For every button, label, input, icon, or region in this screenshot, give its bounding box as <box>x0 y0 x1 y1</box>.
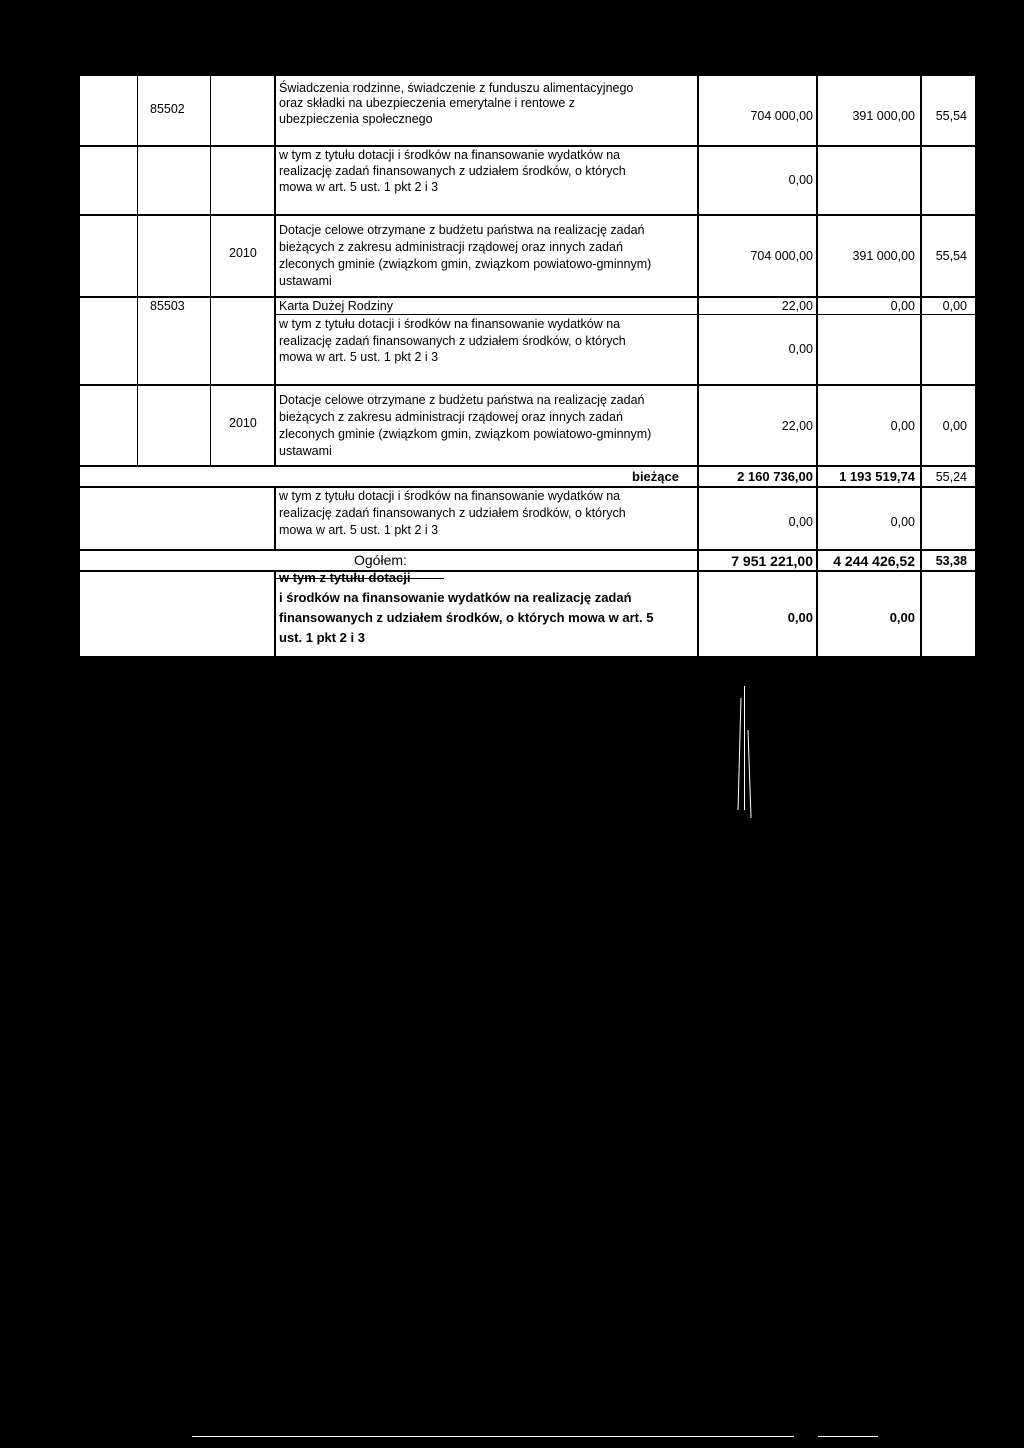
row-divider <box>78 296 977 298</box>
row-desc-line: mowa w art. 5 ust. 1 pkt 2 i 3 <box>279 350 439 364</box>
executed-value: 391 000,00 <box>852 249 915 263</box>
scan-artifact-stroke <box>738 698 742 810</box>
dzial-code: 85502 <box>150 102 185 116</box>
plan-grand-total: 7 951 221,00 <box>731 553 813 569</box>
row-desc-line: mowa w art. 5 ust. 1 pkt 2 i 3 <box>279 180 439 194</box>
plan-value: 0,00 <box>787 610 813 625</box>
plan-value: 704 000,00 <box>750 249 813 263</box>
executed-value: 0,00 <box>890 515 915 529</box>
scan-artifact-line <box>192 1436 794 1437</box>
row-divider <box>78 214 977 216</box>
scan-artifact-stroke <box>747 730 751 818</box>
table-border-bottom <box>78 656 977 658</box>
row-divider <box>78 570 977 572</box>
plan-value: 0,00 <box>788 342 813 356</box>
table-border-top <box>78 74 977 76</box>
row-desc-line: Karta Dużej Rodziny <box>279 299 393 313</box>
plan-value: 704 000,00 <box>750 109 813 123</box>
plan-value: 22,00 <box>781 299 813 313</box>
row-divider <box>78 549 977 551</box>
row-divider <box>78 486 977 488</box>
executed-value: 0,00 <box>890 419 915 433</box>
executed-value: 391 000,00 <box>852 109 915 123</box>
row-divider <box>78 465 977 467</box>
row-desc-line: bieżących z zakresu administracji rządowej oraz innych zadań <box>279 240 623 254</box>
row-desc-line: bieżących z zakresu administracji rządowej oraz innych zadań <box>279 410 623 424</box>
row-desc-line: finansowanych z udziałem środków, o których mowa w art. 5 <box>279 610 654 625</box>
row-desc-line: Dotacje celowe otrzymane z budżetu państwa na realizację zadań <box>279 223 645 237</box>
plan-total-current: 2 160 736,00 <box>737 469 813 484</box>
percent-value: 0,00 <box>942 419 967 433</box>
scan-artifact-line <box>818 1436 878 1437</box>
paragraf-code: 2010 <box>229 246 257 260</box>
row-desc-line: Dotacje celowe otrzymane z budżetu państwa na realizację zadań <box>279 393 645 407</box>
plan-value: 0,00 <box>788 173 813 187</box>
row-desc-line: zleconych gminie (związkom gmin, związkom powiatowo-gminnym) <box>279 427 652 441</box>
row-desc-line: ubezpieczenia społecznego <box>279 112 433 126</box>
col-divider-plan <box>697 74 699 658</box>
percent-value: 55,54 <box>935 109 967 123</box>
dzial-code: 85503 <box>150 299 185 313</box>
row-desc-line: w tym z tytułu dotacji i środków na finansowanie wydatków na <box>279 489 621 503</box>
col-divider-desc-lower <box>274 486 276 550</box>
row-desc-line: ustawami <box>279 444 332 458</box>
row-desc-line: zleconych gminie (związkom gmin, związkom powiatowo-gminnym) <box>279 257 652 271</box>
executed-grand-total: 4 244 426,52 <box>833 553 915 569</box>
scan-artifact-stroke <box>744 686 745 810</box>
col-divider-dzial <box>137 74 138 466</box>
row-divider <box>78 384 977 386</box>
row-desc-line: realizację zadań finansowanych z udziałem środków, o których <box>279 506 626 520</box>
row-divider <box>78 145 977 147</box>
col-divider-desc-bottom <box>274 570 276 658</box>
grand-total-label: Ogółem: <box>354 552 407 568</box>
col-divider-desc <box>274 74 276 466</box>
percent-grand-total: 53,38 <box>935 554 967 568</box>
row-desc-line: w tym z tytułu dotacji <box>279 570 411 585</box>
row-desc-line: w tym z tytułu dotacji i środków na finansowanie wydatków na <box>279 148 621 162</box>
executed-value: 0,00 <box>889 610 915 625</box>
plan-value: 22,00 <box>781 419 813 433</box>
row-desc-line: oraz składki na ubezpieczenia emerytalne i rentowe z <box>279 96 575 110</box>
col-divider-wyk <box>816 74 818 658</box>
row-desc-line: Świadczenia rodzinne, świadczenie z funduszu alimentacyjnego <box>279 81 634 95</box>
plan-value: 0,00 <box>788 515 813 529</box>
row-desc-line: w tym z tytułu dotacji i środków na finansowanie wydatków na <box>279 317 621 331</box>
percent-total-current: 55,24 <box>935 470 967 484</box>
row-desc-line: realizację zadań finansowanych z udziałem środków, o których <box>279 334 626 348</box>
col-divider-rozdzial <box>210 74 211 466</box>
executed-value: 0,00 <box>890 299 915 313</box>
row-desc-line: realizację zadań finansowanych z udziałem środków, o których <box>279 164 626 178</box>
row-desc-line: ust. 1 pkt 2 i 3 <box>279 630 365 645</box>
col-divider-pct <box>920 74 922 658</box>
row-desc-line: ustawami <box>279 274 332 288</box>
paragraf-code: 2010 <box>229 416 257 430</box>
percent-value: 55,54 <box>935 249 967 263</box>
current-expenses-label: bieżące <box>632 469 679 484</box>
row-desc-line: i środków na finansowanie wydatków na realizację zadań <box>279 590 632 605</box>
row-desc-line: mowa w art. 5 ust. 1 pkt 2 i 3 <box>279 523 439 537</box>
percent-value: 0,00 <box>942 299 967 313</box>
executed-total-current: 1 193 519,74 <box>839 469 915 484</box>
